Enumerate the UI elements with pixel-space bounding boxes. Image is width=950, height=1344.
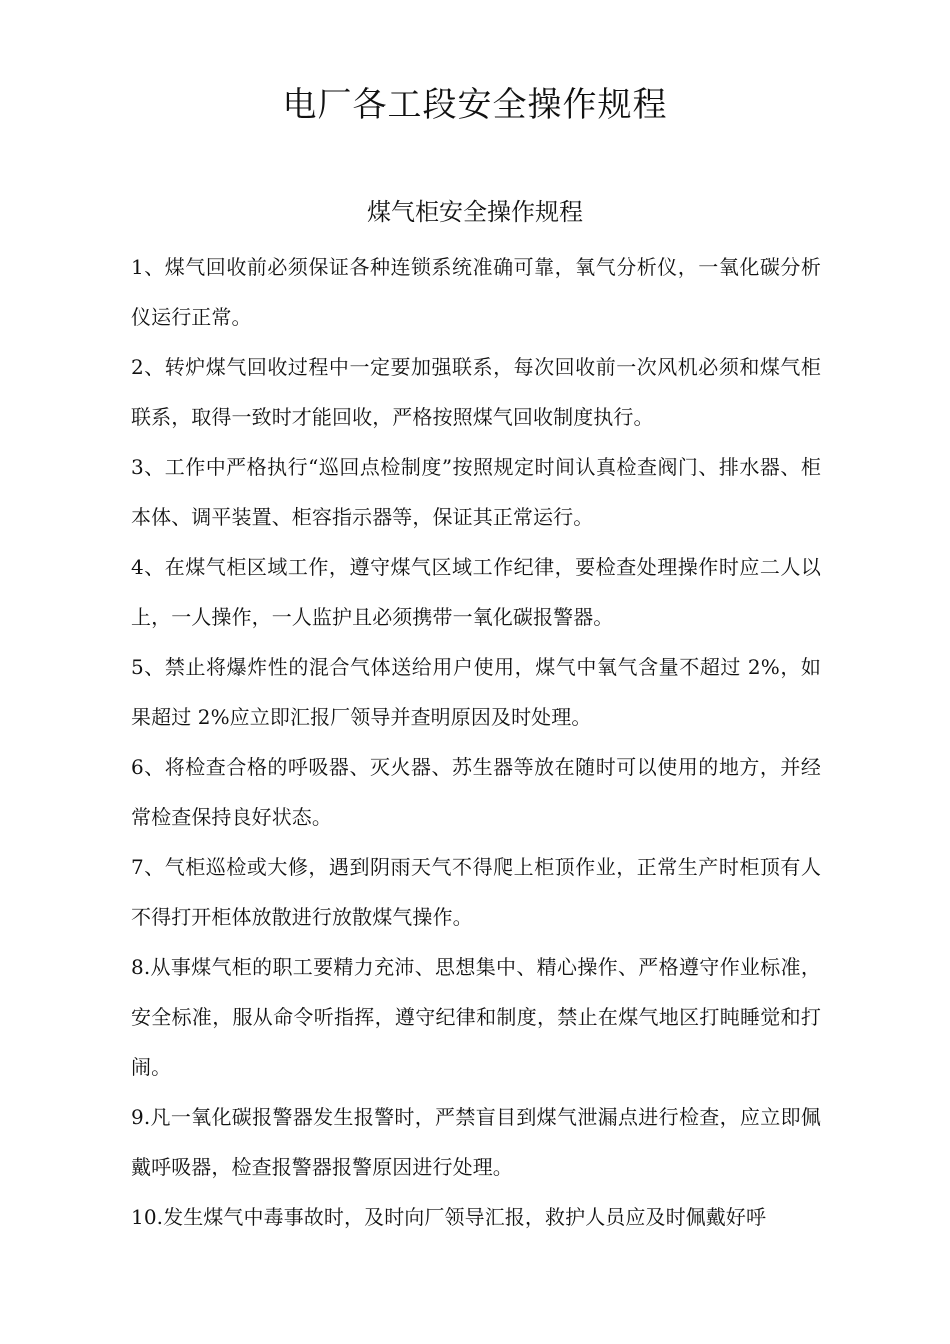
procedure-item-2: 2、转炉煤气回收过程中一定要加强联系，每次回收前一次风机必须和煤气柜联系，取得一致时才能回收，严格按照煤气回收制度执行。 — [131, 355, 821, 429]
procedure-item-6: 6、将检查合格的呼吸器、灭火器、苏生器等放在随时可以使用的地方，并经常检查保持良好状态。 — [131, 755, 821, 829]
procedure-item-8: 8.从事煤气柜的职工要精力充沛、思想集中、精心操作、严格遵守作业标准，安全标准，服从命令听指挥，遵守纪律和制度，禁止在煤气地区打盹睡觉和打闹。 — [131, 955, 821, 1079]
procedure-item-7: 7、气柜巡检或大修，遇到阴雨天气不得爬上柜顶作业，正常生产时柜顶有人不得打开柜体放散进行放散煤气操作。 — [131, 855, 821, 929]
procedure-item-9: 9.凡一氧化碳报警器发生报警时，严禁盲目到煤气泄漏点进行检查，应立即佩戴呼吸器，检查报警器报警原因进行处理。 — [131, 1105, 821, 1179]
procedure-item-4: 4、在煤气柜区域工作，遵守煤气区域工作纪律，要检查处理操作时应二人以上，一人操作，一人监护且必须携带一氧化碳报警器。 — [131, 555, 821, 629]
procedure-list — [131, 242, 821, 1242]
procedure-item-5: 5、禁止将爆炸性的混合气体送给用户使用，煤气中氧气含量不超过 2%，如果超过 2%应立即汇报厂领导并查明原因及时处理。 — [131, 655, 821, 729]
procedure-item-3: 3、工作中严格执行“巡回点检制度”按照规定时间认真检查阀门、排水器、柜本体、调平装置、柜容指示器等，保证其正常运行。 — [131, 455, 821, 529]
procedure-item-1: 1、煤气回收前必须保证各种连锁系统准确可靠，氧气分析仪，一氧化碳分析仪运行正常。 — [131, 255, 821, 329]
section-title: 煤气柜安全操作规程 — [367, 198, 583, 226]
procedure-item-10: 10.发生煤气中毒事故时，及时向厂领导汇报，救护人员应及时佩戴好呼 — [131, 1205, 767, 1229]
document-title: 电厂各工段安全操作规程 — [282, 85, 668, 125]
